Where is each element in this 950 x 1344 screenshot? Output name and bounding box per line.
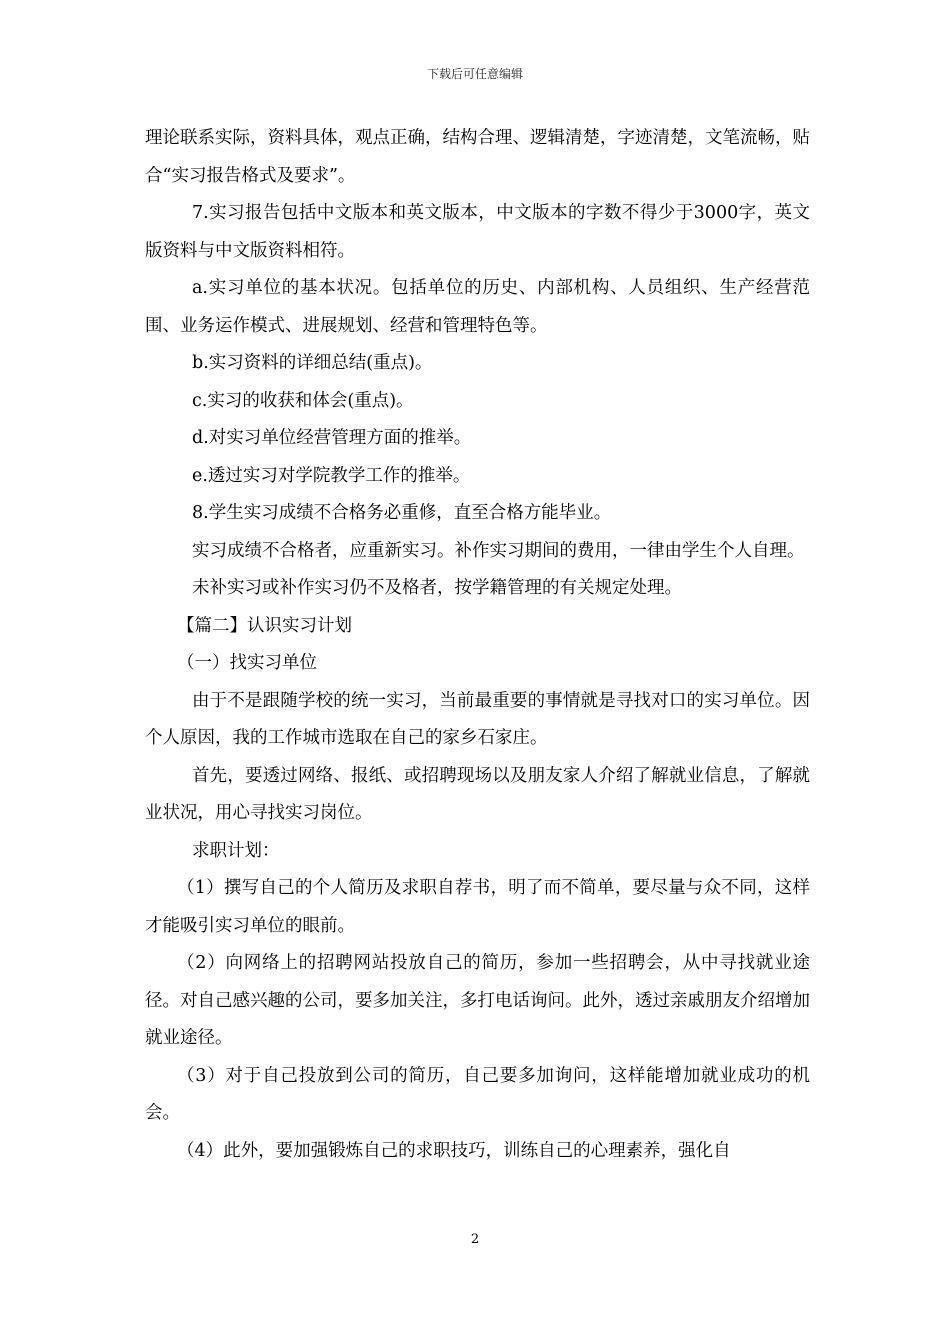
page-header: 下载后可任意编辑 [426,67,523,81]
paragraph: c.实习的收获和体会(重点)。 [192,390,414,411]
page-number: 2 [470,1232,480,1247]
list-item: （1）撰写自己的个人简历及求职自荐书，明了而不简单，要尽量与众不同，这样才能吸引实习单位的眼前。 [145,878,810,936]
paragraph: 7.实习报告包括中文版本和英文版本，中文版本的字数不得少于3000字，英文版资料与中文版资料相符。 [145,203,810,261]
paragraph: 未补实习或补作实习仍不及格者，按学籍管理的有关规定处理。 [192,578,682,598]
paragraph: 求职计划： [192,840,280,861]
paragraph: 8.学生实习成绩不合格务必重修，直至合格方能毕业。 [192,503,612,523]
paragraph: 由于不是跟随学校的统一实习，当前最重要的事情就是寻找对口的实习单位。因个人原因，我的工作城市选取在自己的家乡石家庄。 [145,690,810,748]
paragraph: a.实习单位的基本状况。包括单位的历史、内部机构、人员组织、生产经营范围、业务运作模式、进展规划、经营和管理特色等。 [145,278,810,336]
paragraph: d.对实习单位经营管理方面的推举。 [192,428,472,448]
paragraph: e.透过实习对学院教学工作的推举。 [192,465,471,486]
list-item: （3）对于自己投放到公司的简历，自己要多加询问，这样能增加就业成功的机会。 [145,1065,810,1123]
list-item: （4）此外，要加强锻炼自己的求职技巧，训练自己的心理素养，强化自 [177,1140,731,1161]
section-heading: 【篇二】认识实习计划 [177,615,352,636]
paragraph: 实习成绩不合格者，应重新实习。补作实习期间的费用，一律由学生个人自理。 [192,540,805,561]
paragraph: b.实习资料的详细总结(重点)。 [192,353,433,373]
document-body [145,120,810,1170]
paragraph: 首先，要透过网络、报纸、或招聘现场以及朋友家人介绍了解就业信息，了解就业状况，用心寻找实习岗位。 [145,765,810,823]
paragraph: 理论联系实际，资料具体，观点正确，结构合理、逻辑清楚，字迹清楚，文笔流畅，贴合“实习报告格式及要求”。 [145,128,810,186]
subsection-heading: （一）找实习单位 [177,653,317,673]
list-item: （2）向网络上的招聘网站投放自己的简历，参加一些招聘会，从中寻找就业途径。对自己感兴趣的公司，要多加关注，多打电话询问。此外，透过亲戚朋友介绍增加就业途径。 [145,953,810,1048]
